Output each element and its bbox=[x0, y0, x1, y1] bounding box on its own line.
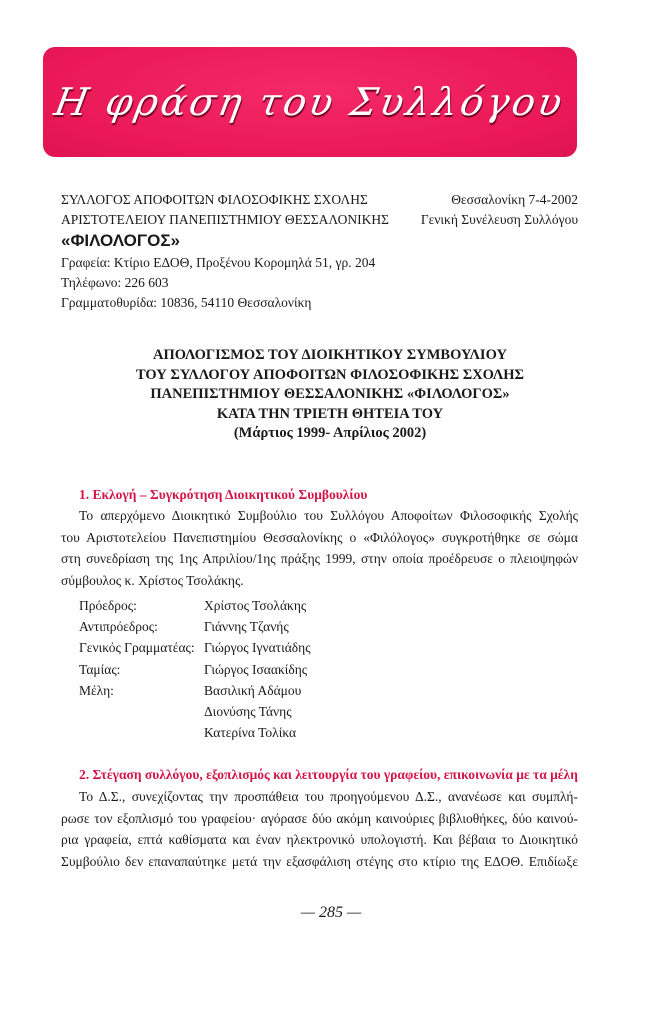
member-name: Βασιλική Αδάμου bbox=[204, 682, 302, 698]
text-line: Το απερχόμενο Διοικητικό Συμβούλιο του Συλλόγου Αποφοίτων Φιλοσοφικής Σχολής bbox=[79, 508, 578, 523]
section-1-heading: 1. Εκλογή – Συγκρότηση Διοικητικού Συμβουλίου bbox=[79, 487, 368, 502]
role: Πρόεδρος: bbox=[79, 598, 137, 613]
role: Γενικός Γραμματέας: bbox=[79, 640, 195, 656]
roster-row bbox=[79, 659, 311, 680]
role bbox=[79, 722, 204, 743]
role: Αντιπρόεδρος: bbox=[79, 619, 158, 635]
header-banner bbox=[43, 47, 577, 157]
roster-row bbox=[79, 616, 311, 637]
member-name: Γιάννης Τζανής bbox=[204, 619, 289, 635]
meeting: Γενική Συνέλευση Συλλόγου bbox=[420, 212, 578, 227]
role: Ταμίας: bbox=[79, 661, 121, 677]
title-line: ΚΑΤΑ ΤΗΝ ΤΡΙΕΤΗ ΘΗΤΕΙΑ ΤΟΥ bbox=[216, 405, 444, 422]
page-number: — 285 — bbox=[300, 904, 362, 921]
text-line: ρωσε τον εξοπλισμό του γραφείου· αγόρασε δύο ακόμη καινούριες βιβλιοθήκες, δύο καινού- bbox=[61, 810, 578, 826]
roster-row bbox=[79, 701, 311, 722]
member-name: Γιώργος Ιγνατιάδης bbox=[204, 640, 311, 656]
roster-row bbox=[79, 637, 311, 658]
text-line: του Αριστοτελείου Πανεπιστημίου Θεσσαλονίκης ο «Φιλόλογος» συγκροτήθηκε σε σώμα bbox=[61, 529, 578, 545]
phone: Τηλέφωνο: 226 603 bbox=[61, 275, 169, 290]
date: Θεσσαλονίκη 7-4-2002 bbox=[451, 192, 578, 207]
text-line: Το Δ.Σ., συνεχίζοντας την προσπάθεια του προηγούμενου Δ.Σ., ανανέωσε και συμπλή- bbox=[79, 789, 578, 804]
board-roster bbox=[79, 595, 311, 743]
roster-row bbox=[79, 595, 311, 616]
title-line: ΑΠΟΛΟΓΙΣΜΟΣ ΤΟΥ ΔΙΟΙΚΗΤΙΚΟΥ ΣΥΜΒΟΥΛΙΟΥ bbox=[153, 347, 507, 363]
text-line: ρια γραφεία, επτά καθίσματα και έναν ηλεκτρονικό υπολογιστή. Και βέβαια το Διοικητικό bbox=[61, 832, 578, 847]
section-1-paragraph bbox=[61, 505, 578, 591]
text-line: στη συνεδρίαση της 1ης Απριλίου/1ης πράξης 1999, στην οποία προέδρευσε ο πλειοψηφών bbox=[61, 551, 578, 566]
title-line: (Μάρτιος 1999- Απρίλιος 2002) bbox=[233, 425, 427, 441]
section-2-paragraph bbox=[61, 786, 578, 872]
office-address: Γραφεία: Κτίριο ΕΔΟΘ, Προξένου Κορομηλά 51, γρ. 204 bbox=[61, 255, 376, 270]
member-name: Γιώργος Ισαακίδης bbox=[204, 661, 308, 677]
org-line-1: ΣΥΛΛΟΓΟΣ ΑΠΟΦΟΙΤΩΝ ΦΙΛΟΣΟΦΙΚΗΣ ΣΧΟΛΗΣ bbox=[61, 192, 368, 207]
roster-row bbox=[79, 722, 311, 743]
org-line-2: ΑΡΙΣΤΟΤΕΛΕΙΟΥ ΠΑΝΕΠΙΣΤΗΜΙΟΥ ΘΕΣΣΑΛΟΝΙΚΗΣ bbox=[61, 212, 389, 227]
roster-row bbox=[79, 680, 311, 701]
section-2-heading: 2. Στέγαση συλλόγου, εξοπλισμός και λειτουργία του γραφείου, επικοινωνία με τα μέλη bbox=[79, 767, 578, 782]
org-name: «ΦΙΛΟΛΟΓΟΣ» bbox=[61, 231, 180, 250]
title-line: ΤΟΥ ΣΥΛΛΟΓΟΥ ΑΠΟΦΟΙΤΩΝ ΦΙΛΟΣΟΦΙΚΗΣ ΣΧΟΛΗΣ bbox=[135, 366, 525, 383]
member-name: Κατερίνα Τολίκα bbox=[204, 725, 297, 741]
text-line: σύμβουλος κ. Χρίστος Τσολάκης. bbox=[61, 572, 244, 588]
member-name: Διονύσης Τάνης bbox=[204, 704, 292, 720]
letterhead bbox=[61, 190, 578, 313]
member-name: Χρίστος Τσολάκης bbox=[204, 598, 307, 613]
po-box: Γραμματοθυρίδα: 10836, 54110 Θεσσαλονίκη bbox=[61, 295, 312, 310]
role: Μέλη: bbox=[79, 682, 114, 698]
banner-title: Η φράση του Συλλόγου bbox=[51, 80, 569, 124]
role bbox=[79, 701, 204, 722]
title-line: ΠΑΝΕΠΙΣΤΗΜΙΟΥ ΘΕΣΣΑΛΟΝΙΚΗΣ «ΦΙΛΟΛΟΓΟΣ» bbox=[150, 386, 510, 402]
document-title bbox=[61, 346, 599, 444]
text-line: Συμβούλιο δεν επαναπαύτηκε μετά την εξασφάλιση στέγης στο κτίριο της ΕΔΟΘ. Επιδίωξε bbox=[61, 853, 578, 869]
